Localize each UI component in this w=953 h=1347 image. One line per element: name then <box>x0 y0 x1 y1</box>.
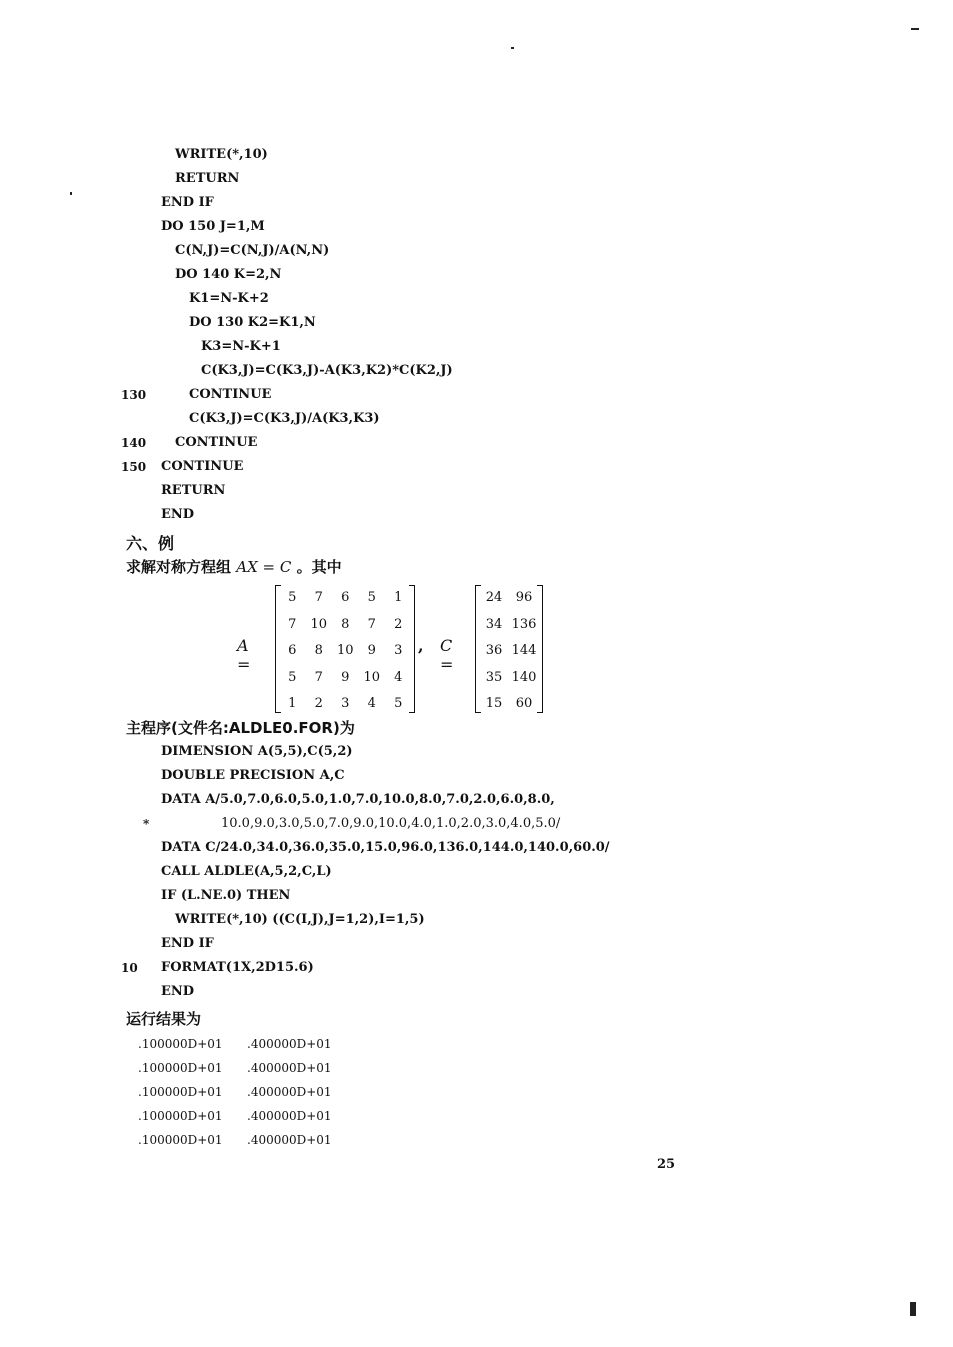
code-line: C(K3,J)=C(K3,J)/A(K3,K3) <box>189 411 380 426</box>
code-line: IF (L.NE.0) THEN <box>161 888 291 903</box>
matrix-cell: 7 <box>314 590 323 605</box>
matrix-cell: 4 <box>367 696 376 711</box>
scan-mark <box>910 1302 916 1316</box>
matrix-cell: 1 <box>288 696 297 711</box>
statement-label: 150 <box>121 460 147 474</box>
code-line: DIMENSION A(5,5),C(5,2) <box>161 744 353 759</box>
problem-suffix: 。其中 <box>296 558 342 576</box>
matrix-cell: 9 <box>341 669 350 685</box>
code-line: DO 150 J=1,M <box>161 219 265 234</box>
statement-label: * <box>143 817 150 831</box>
result-value: .400000D+01 <box>247 1133 332 1147</box>
matrix-cell: 36 <box>485 643 503 658</box>
matrix-cell: 6 <box>288 643 297 658</box>
matrix-cell: 3 <box>394 643 403 658</box>
result-value: .400000D+01 <box>247 1085 332 1099</box>
result-value: .100000D+01 <box>138 1085 223 1099</box>
matrix-cell: 35 <box>485 669 503 685</box>
matrix-cell: 144 <box>511 643 537 658</box>
scan-speck <box>70 192 72 195</box>
matrix-cell: 2 <box>314 696 323 711</box>
matrix-a-name: A = <box>237 636 251 674</box>
matrix-cell: 1 <box>394 590 403 605</box>
result-value: .400000D+01 <box>247 1061 332 1075</box>
code-line: C(K3,J)=C(K3,J)-A(K3,K2)*C(K2,J) <box>201 363 453 378</box>
code-line: END <box>161 507 195 522</box>
code-line: RETURN <box>161 483 226 498</box>
code-line: END <box>161 984 195 999</box>
code-line: K1=N-K+2 <box>189 291 269 306</box>
matrix-cell: 4 <box>394 669 403 685</box>
code-line: FORMAT(1X,2D15.6) <box>161 960 314 975</box>
result-value: .400000D+01 <box>247 1037 332 1051</box>
matrix-cell: 8 <box>341 616 350 632</box>
matrix-cell: 5 <box>288 669 297 685</box>
scan-speck <box>511 47 514 49</box>
matrix-cell: 5 <box>288 590 297 605</box>
matrix-cell: 5 <box>394 696 403 711</box>
code-line: DOUBLE PRECISION A,C <box>161 768 345 783</box>
matrix-cell: 96 <box>515 590 533 605</box>
equation: AX = C <box>236 558 292 576</box>
statement-label: 130 <box>121 388 147 402</box>
statement-label: 10 <box>121 961 138 975</box>
matrix-separator: , <box>418 636 424 655</box>
matrix-c-name: C = <box>440 636 454 674</box>
matrix-cell: 6 <box>341 590 350 605</box>
result-value: .100000D+01 <box>138 1109 223 1123</box>
matrix-cell: 7 <box>367 616 376 632</box>
matrix-cell: 140 <box>511 669 537 685</box>
matrix-a <box>275 585 415 713</box>
matrix-cell: 10 <box>363 669 381 685</box>
results-heading: 运行结果为 <box>126 1010 202 1028</box>
section-heading: 六、例 <box>126 534 175 553</box>
matrix-c <box>475 585 543 713</box>
problem-statement <box>126 556 342 577</box>
code-line: RETURN <box>175 171 240 186</box>
code-line: K3=N-K+1 <box>201 339 281 354</box>
result-value: .100000D+01 <box>138 1037 223 1051</box>
matrix-cell: 34 <box>485 616 503 632</box>
main-program-heading: 主程序(文件名:ALDLE0.FOR)为 <box>126 719 355 737</box>
code-line: CONTINUE <box>175 435 258 450</box>
code-line: CONTINUE <box>161 459 244 474</box>
matrix-cell: 15 <box>485 696 503 711</box>
matrix-cell: 60 <box>515 696 533 711</box>
matrix-cell: 9 <box>367 643 376 658</box>
matrix-cell: 5 <box>367 590 376 605</box>
matrix-cell: 8 <box>314 643 323 658</box>
matrix-cell: 24 <box>485 590 503 605</box>
problem-prefix: 求解对称方程组 <box>126 558 232 576</box>
matrix-cell: 10 <box>336 643 354 658</box>
code-line: DATA C/24.0,34.0,36.0,35.0,15.0,96.0,136.0,144.0,140.0,60.0/ <box>161 840 610 855</box>
matrix-cell: 10 <box>310 616 328 632</box>
scan-speck <box>911 28 919 30</box>
result-value: .100000D+01 <box>138 1061 223 1075</box>
result-value: .400000D+01 <box>247 1109 332 1123</box>
code-line: CALL ALDLE(A,5,2,C,L) <box>161 864 332 879</box>
code-line: END IF <box>161 936 214 951</box>
code-line: CONTINUE <box>189 387 272 402</box>
code-line: WRITE(*,10) <box>175 147 268 162</box>
code-line: DO 130 K2=K1,N <box>189 315 316 330</box>
page-number: 25 <box>657 1157 676 1172</box>
statement-label: 140 <box>121 436 147 450</box>
matrix-cell: 136 <box>511 616 537 632</box>
matrix-cell: 7 <box>314 669 323 685</box>
matrix-cell: 3 <box>341 696 350 711</box>
result-value: .100000D+01 <box>138 1133 223 1147</box>
code-line: WRITE(*,10) ((C(I,J),J=1,2),I=1,5) <box>175 912 425 927</box>
code-line: DO 140 K=2,N <box>175 267 282 282</box>
code-line: DATA A/5.0,7.0,6.0,5.0,1.0,7.0,10.0,8.0,7.0,2.0,6.0,8.0, <box>161 792 555 807</box>
code-line: END IF <box>161 195 214 210</box>
code-line: 10.0,9.0,3.0,5.0,7.0,9.0,10.0,4.0,1.0,2.0,3.0,4.0,5.0/ <box>221 816 561 831</box>
matrix-cell: 2 <box>394 616 403 632</box>
code-line: C(N,J)=C(N,J)/A(N,N) <box>175 243 330 258</box>
matrix-cell: 7 <box>288 616 297 632</box>
